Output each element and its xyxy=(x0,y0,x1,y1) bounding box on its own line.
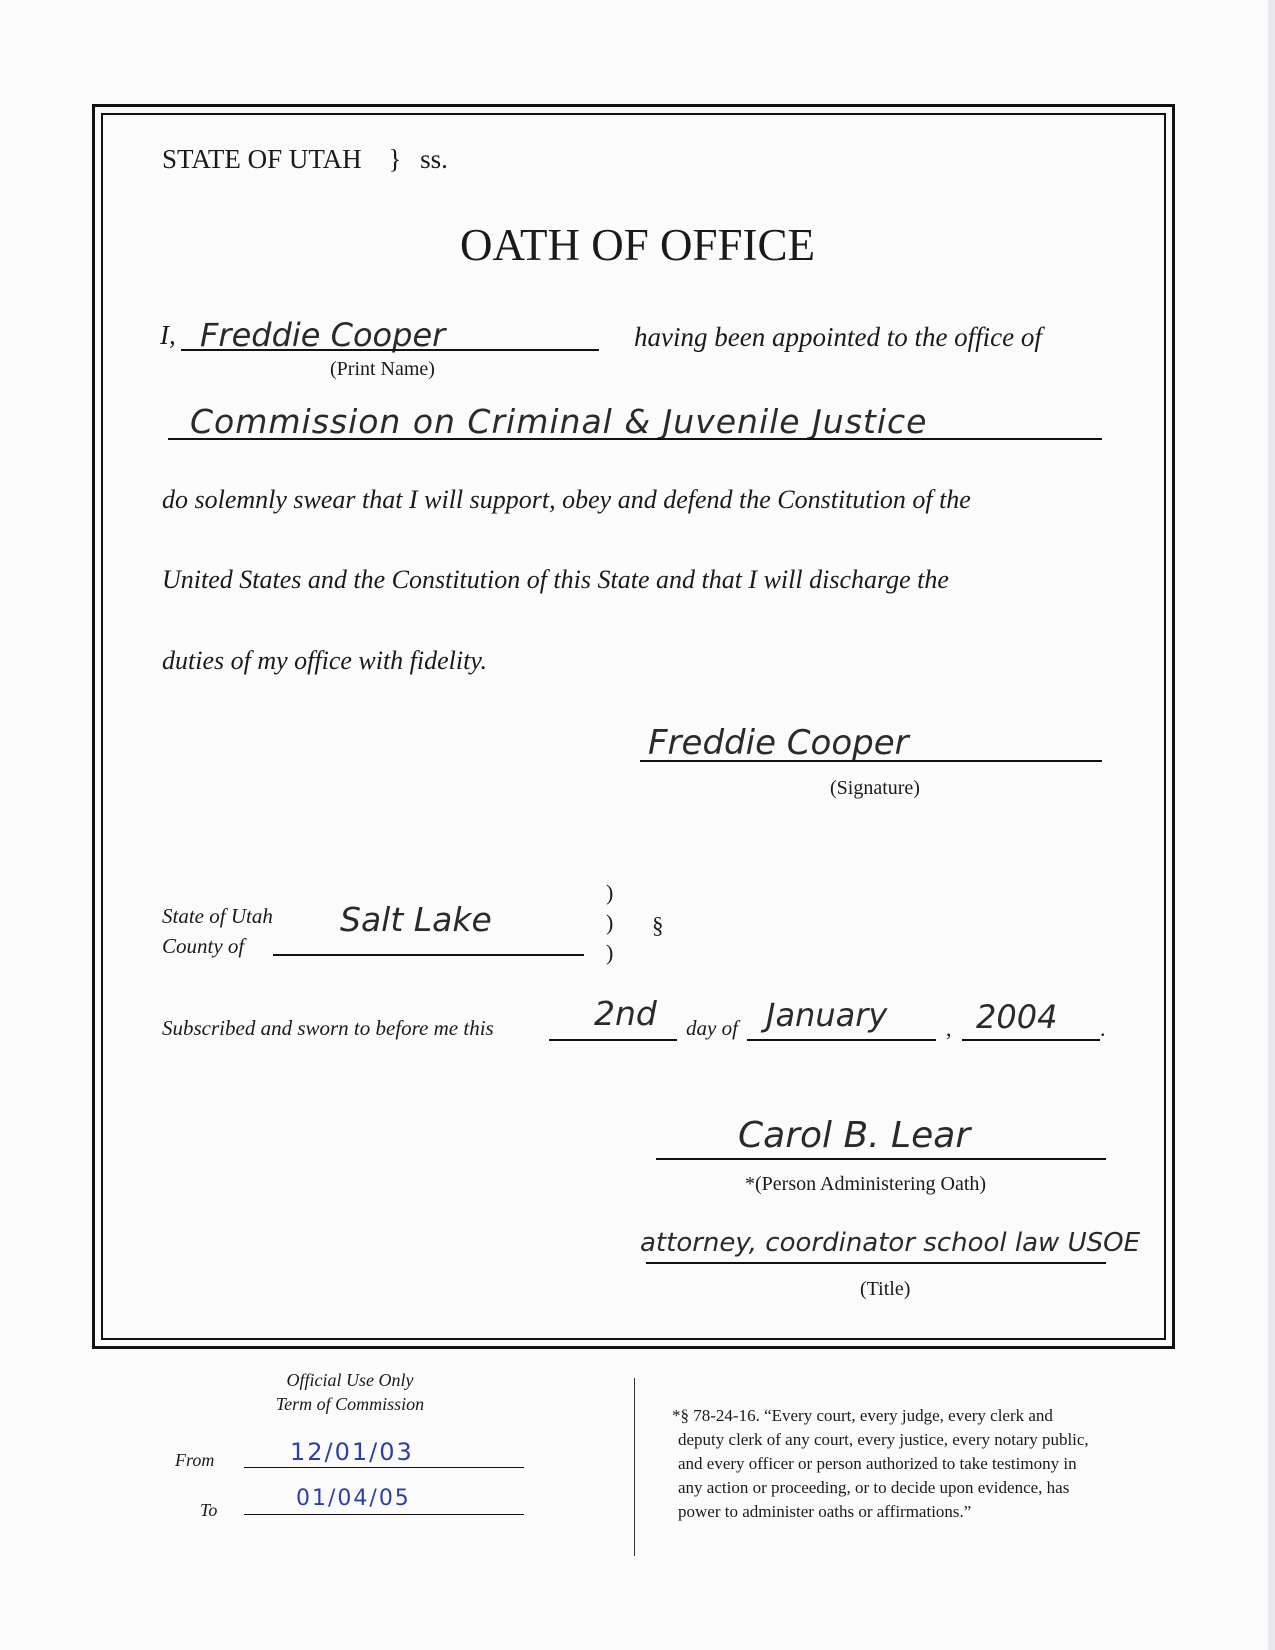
ss-abbrev: ss. xyxy=(420,144,448,174)
venue-paren-2: ) xyxy=(606,910,614,935)
oath-line-2: United States and the Constitution of this State and that I will discharge the xyxy=(162,565,949,594)
from-line xyxy=(244,1467,524,1468)
day-handwritten: 2nd xyxy=(594,994,657,1033)
brace: } xyxy=(388,144,402,174)
section-symbol: § xyxy=(652,913,664,938)
venue-county-label: County of xyxy=(162,934,245,958)
footnote-line-4: any action or proceeding, or to decide upon evidence, has xyxy=(678,1478,1070,1497)
print-name-line xyxy=(181,349,599,351)
footnote-line-1: *§ 78-24-16. “Every court, every judge, every clerk and xyxy=(672,1406,1053,1425)
from-value: 12/01/03 xyxy=(290,1438,414,1466)
venue-state: State of Utah xyxy=(162,904,273,928)
year-line xyxy=(962,1039,1100,1041)
oath-line-1: do solemnly swear that I will support, obey and defend the Constitution of the xyxy=(162,485,971,514)
footnote-line-2: deputy clerk of any court, every justice, every notary public, xyxy=(678,1430,1089,1449)
footnote-line-5: power to administer oaths or affirmations.” xyxy=(678,1502,972,1521)
county-handwritten: Salt Lake xyxy=(340,900,492,939)
to-label: To xyxy=(200,1500,218,1520)
month-line xyxy=(747,1039,936,1041)
state-name: STATE OF UTAH xyxy=(162,144,362,174)
administrator-caption: *(Person Administering Oath) xyxy=(745,1173,987,1195)
state-header xyxy=(162,144,448,175)
from-label: From xyxy=(175,1450,215,1470)
office-handwritten: Commission on Criminal & Juvenile Justice xyxy=(190,402,928,441)
to-line xyxy=(244,1514,524,1515)
oath-line-3: duties of my office with fidelity. xyxy=(162,646,487,675)
sworn-prefix: Subscribed and sworn to before me this xyxy=(162,1016,494,1040)
document-title: OATH OF OFFICE xyxy=(459,220,816,270)
administrator-signature: Carol B. Lear xyxy=(738,1115,971,1156)
print-name-handwritten: Freddie Cooper xyxy=(200,316,446,354)
print-name-caption: (Print Name) xyxy=(330,358,435,380)
day-line xyxy=(549,1039,677,1041)
title-handwritten: attorney, coordinator school law USOE xyxy=(640,1228,1141,1258)
administrator-line xyxy=(656,1158,1106,1160)
inner-border xyxy=(101,113,1166,1340)
county-line xyxy=(273,954,584,956)
intro-prefix: I, xyxy=(160,320,176,350)
footer-divider xyxy=(634,1378,635,1556)
signature-line xyxy=(640,760,1102,762)
year-handwritten: 2004 xyxy=(976,998,1058,1036)
office-line xyxy=(168,438,1102,440)
title-caption: (Title) xyxy=(860,1278,911,1300)
official-use-line2: Term of Commission xyxy=(275,1394,425,1414)
signature-caption: (Signature) xyxy=(830,777,920,799)
signature-handwritten: Freddie Cooper xyxy=(648,723,909,763)
official-use-line1: Official Use Only xyxy=(286,1370,414,1390)
venue-paren-1: ) xyxy=(606,880,614,905)
sworn-day-of: day of xyxy=(686,1016,738,1040)
title-line xyxy=(646,1262,1106,1264)
sworn-comma: , xyxy=(946,1016,952,1041)
to-value: 01/04/05 xyxy=(296,1486,411,1511)
footnote-line-3: and every officer or person authorized to take testimony in xyxy=(678,1454,1077,1473)
venue-paren-3: ) xyxy=(606,940,614,965)
sworn-period: . xyxy=(1100,1016,1106,1041)
month-handwritten: January xyxy=(766,996,888,1034)
intro-suffix: having been appointed to the office of xyxy=(634,322,1042,352)
